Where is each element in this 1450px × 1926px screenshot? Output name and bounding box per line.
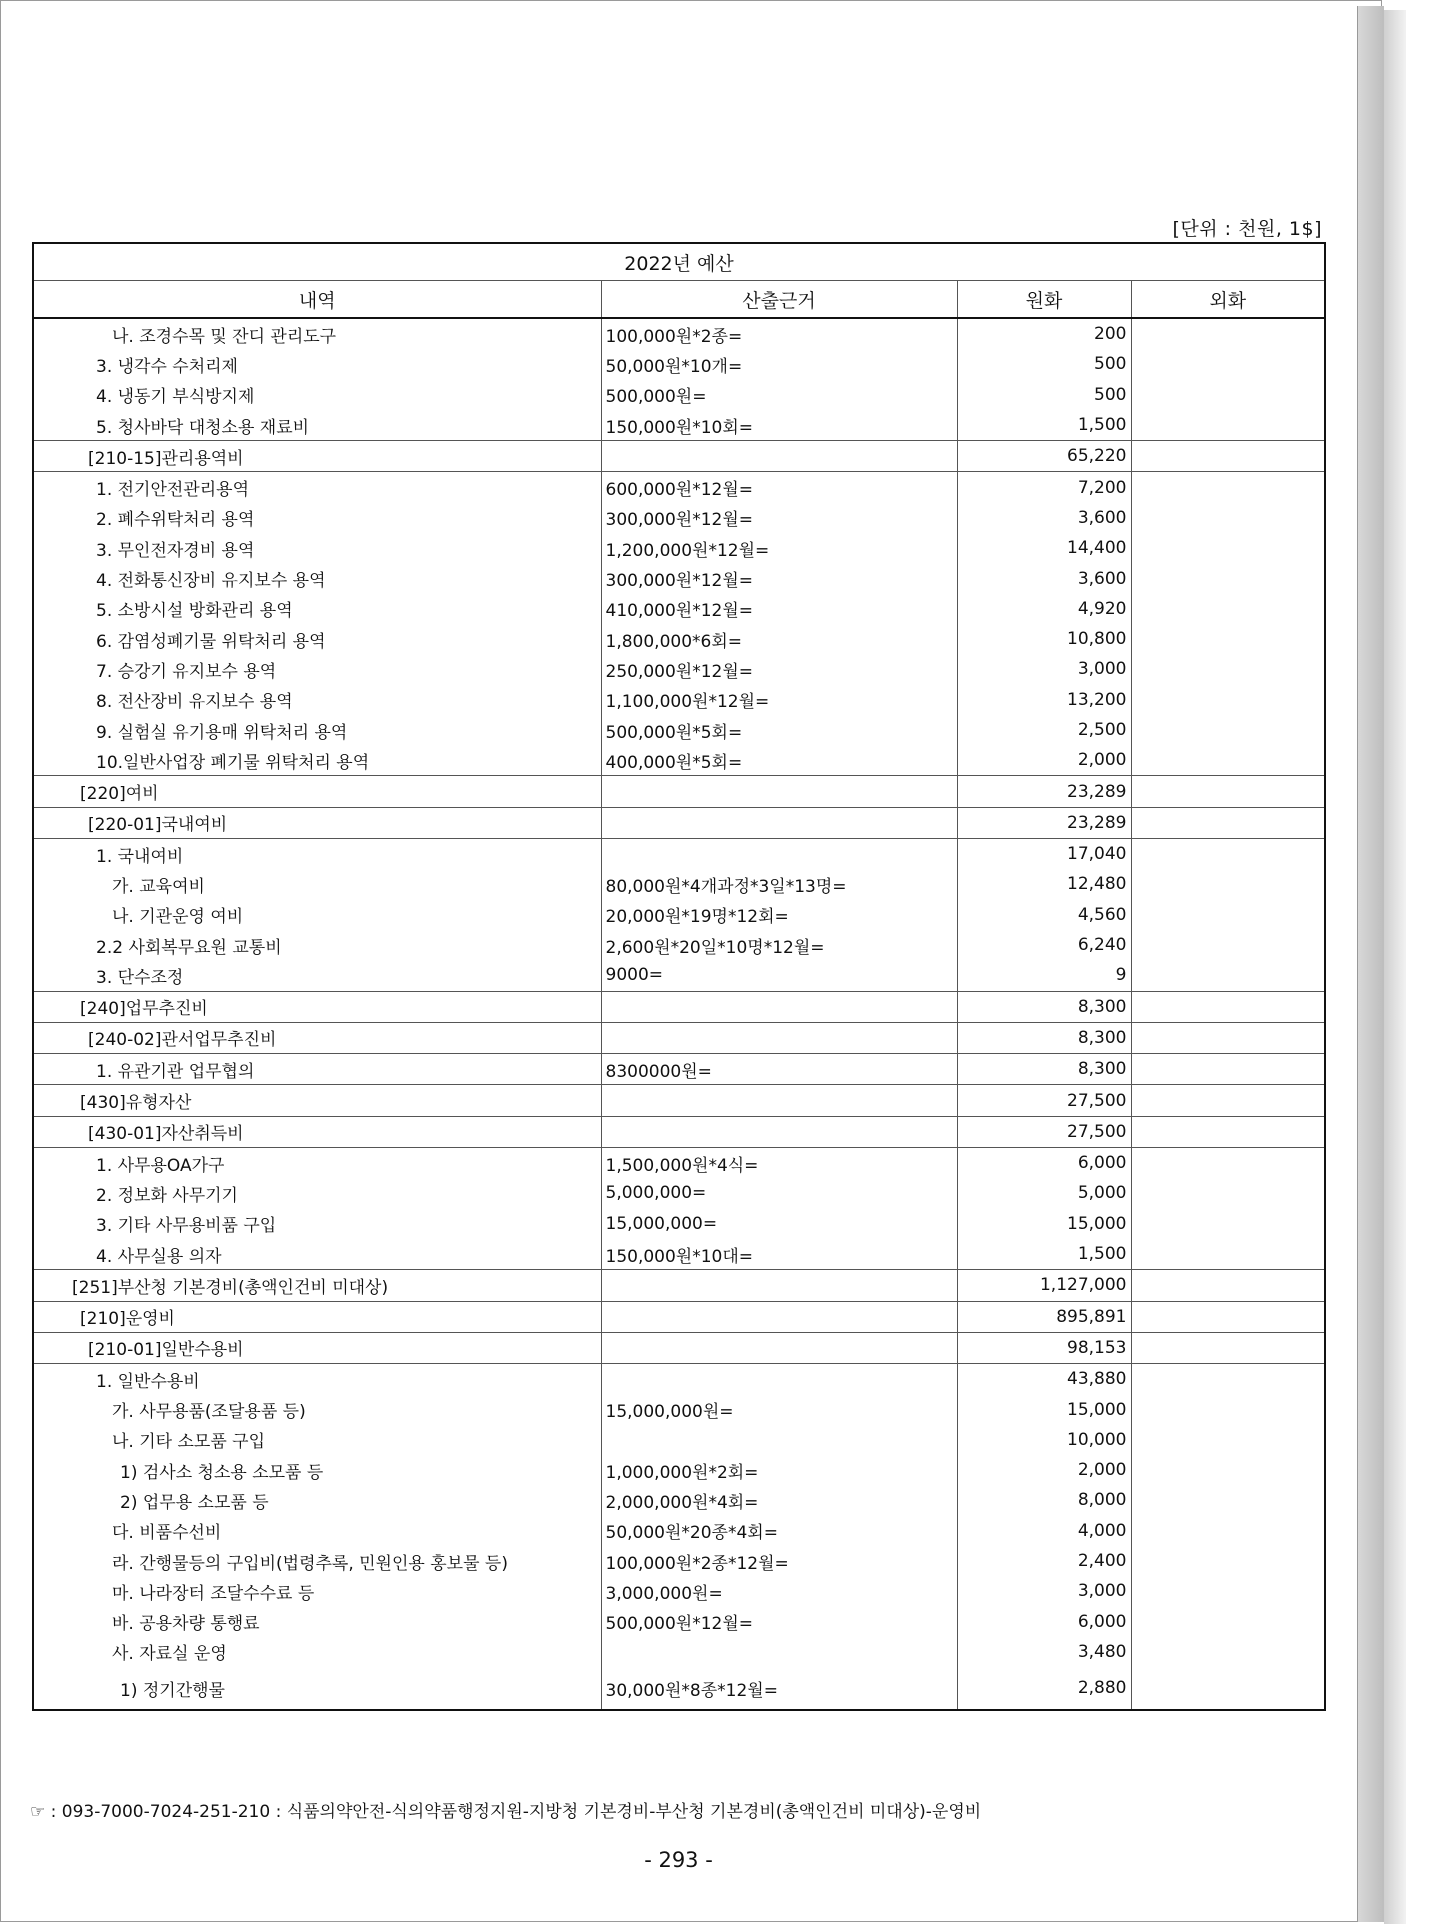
cell-fx (1131, 839, 1325, 870)
table-row (33, 410, 1325, 441)
cell-fx (1131, 960, 1325, 991)
cell-basis: 100,000원*2종= (601, 318, 957, 349)
cell-krw: 500 (957, 380, 1131, 410)
cell-basis (601, 441, 957, 472)
cell-item: 4. 전화통신장비 유지보수 용역 (33, 563, 601, 593)
cell-basis: 500,000원*5회= (601, 715, 957, 745)
cell-fx (1131, 1332, 1325, 1363)
cell-item: 1. 사무용OA가구 (33, 1148, 601, 1179)
table-row (33, 594, 1325, 624)
cell-krw: 17,040 (957, 839, 1131, 870)
table-row (33, 1606, 1325, 1636)
table-row (33, 685, 1325, 715)
table-row (33, 1054, 1325, 1085)
cell-fx (1131, 1178, 1325, 1208)
table-row (33, 745, 1325, 776)
cell-basis (601, 1364, 957, 1395)
cell-item: 4. 사무실용 의자 (33, 1239, 601, 1270)
cell-krw: 8,300 (957, 1022, 1131, 1053)
cell-basis: 30,000원*8종*12월= (601, 1667, 957, 1710)
cell-fx (1131, 776, 1325, 807)
cell-item: [210]운영비 (33, 1301, 601, 1332)
cell-fx (1131, 869, 1325, 899)
cell-item: 3. 기타 사무용비품 구입 (33, 1209, 601, 1239)
cell-fx (1131, 441, 1325, 472)
cell-item: [240]업무추진비 (33, 991, 601, 1022)
cell-krw: 2,400 (957, 1546, 1131, 1576)
cell-fx (1131, 654, 1325, 684)
cell-basis: 500,000원*12월= (601, 1606, 957, 1636)
cell-krw: 3,480 (957, 1637, 1131, 1667)
cell-krw: 3,600 (957, 563, 1131, 593)
cell-fx (1131, 1637, 1325, 1667)
cell-item: 1) 정기간행물 (33, 1667, 601, 1710)
cell-fx (1131, 410, 1325, 441)
table-row (33, 1425, 1325, 1455)
cell-item: [430]유형자산 (33, 1085, 601, 1116)
table-row (33, 1485, 1325, 1515)
cell-krw: 10,000 (957, 1425, 1131, 1455)
cell-krw: 15,000 (957, 1394, 1131, 1424)
cell-fx (1131, 745, 1325, 776)
cell-item: 2. 정보화 사무기기 (33, 1178, 601, 1208)
cell-basis: 1,100,000원*12월= (601, 685, 957, 715)
table-row (33, 1667, 1325, 1710)
cell-basis: 1,800,000*6회= (601, 624, 957, 654)
cell-basis (601, 991, 957, 1022)
cell-item: 3. 무인전자경비 용역 (33, 533, 601, 563)
cell-item: 7. 승강기 유지보수 용역 (33, 654, 601, 684)
cell-basis: 150,000원*10회= (601, 410, 957, 441)
table-row (33, 503, 1325, 533)
table-row (33, 533, 1325, 563)
cell-fx (1131, 594, 1325, 624)
cell-basis: 20,000원*19명*12회= (601, 900, 957, 930)
page-shadow (1384, 10, 1406, 1924)
cell-krw: 23,289 (957, 776, 1131, 807)
header-fx: 외화 (1131, 281, 1325, 319)
cell-basis: 2,000,000원*4회= (601, 1485, 957, 1515)
cell-item: [430-01]자산취득비 (33, 1116, 601, 1147)
cell-basis: 15,000,000= (601, 1209, 957, 1239)
table-row (33, 1270, 1325, 1301)
footnote: ☞ : 093-7000-7024-251-210 : 식품의약안전-식의약품행정지원-지방청 기본경비-부산청 기본경비(총액인건비 미대상)-운영비 (30, 1802, 982, 1822)
cell-basis (601, 1332, 957, 1363)
cell-item: 가. 사무용품(조달용품 등) (33, 1394, 601, 1424)
cell-fx (1131, 503, 1325, 533)
cell-fx (1131, 900, 1325, 930)
cell-basis (601, 1022, 957, 1053)
cell-krw: 4,000 (957, 1516, 1131, 1546)
cell-fx (1131, 1085, 1325, 1116)
table-row (33, 563, 1325, 593)
cell-basis (601, 1085, 957, 1116)
cell-fx (1131, 1546, 1325, 1576)
cell-basis: 1,000,000원*2회= (601, 1455, 957, 1485)
cell-item: 2. 폐수위탁처리 용역 (33, 503, 601, 533)
cell-basis: 50,000원*10개= (601, 349, 957, 379)
cell-krw: 3,000 (957, 1576, 1131, 1606)
cell-fx (1131, 685, 1325, 715)
cell-fx (1131, 715, 1325, 745)
cell-krw: 15,000 (957, 1209, 1131, 1239)
table-body (33, 318, 1325, 1710)
table-title: 2022년 예산 (33, 243, 1325, 281)
cell-fx (1131, 1364, 1325, 1395)
table-row (33, 441, 1325, 472)
cell-basis: 300,000원*12월= (601, 503, 957, 533)
header-basis: 산출근거 (601, 281, 957, 319)
cell-basis: 9000= (601, 960, 957, 991)
cell-krw: 8,000 (957, 1485, 1131, 1515)
cell-fx (1131, 991, 1325, 1022)
table-row (33, 991, 1325, 1022)
cell-fx (1131, 1667, 1325, 1710)
cell-basis: 1,200,000원*12월= (601, 533, 957, 563)
cell-basis (601, 1637, 957, 1667)
cell-fx (1131, 1576, 1325, 1606)
cell-basis (601, 776, 957, 807)
cell-krw: 27,500 (957, 1085, 1131, 1116)
cell-item: 나. 조경수목 및 잔디 관리도구 (33, 318, 601, 349)
table-row (33, 1576, 1325, 1606)
cell-basis: 600,000원*12월= (601, 472, 957, 503)
table-row (33, 1301, 1325, 1332)
table-row (33, 715, 1325, 745)
cell-item: 4. 냉동기 부식방지제 (33, 380, 601, 410)
table-row (33, 930, 1325, 960)
cell-item: [251]부산청 기본경비(총액인건비 미대상) (33, 1270, 601, 1301)
table-row (33, 1364, 1325, 1395)
cell-basis (601, 1425, 957, 1455)
cell-basis: 100,000원*2종*12월= (601, 1546, 957, 1576)
cell-basis (601, 1116, 957, 1147)
cell-krw: 27,500 (957, 1116, 1131, 1147)
cell-fx (1131, 1116, 1325, 1147)
cell-krw: 4,920 (957, 594, 1131, 624)
cell-fx (1131, 1209, 1325, 1239)
cell-krw: 98,153 (957, 1332, 1131, 1363)
cell-fx (1131, 1516, 1325, 1546)
header-item: 내역 (33, 281, 601, 319)
cell-krw: 23,289 (957, 807, 1131, 838)
cell-basis: 500,000원= (601, 380, 957, 410)
cell-item: 1. 일반수용비 (33, 1364, 601, 1395)
cell-fx (1131, 1485, 1325, 1515)
cell-item: 나. 기타 소모품 구입 (33, 1425, 601, 1455)
unit-note: [단위 : 천원, 1$] (1172, 218, 1322, 240)
cell-krw: 1,127,000 (957, 1270, 1131, 1301)
cell-item: 10.일반사업장 폐기물 위탁처리 용역 (33, 745, 601, 776)
cell-basis: 5,000,000= (601, 1178, 957, 1208)
cell-item: 3. 단수조정 (33, 960, 601, 991)
cell-basis: 150,000원*10대= (601, 1239, 957, 1270)
cell-krw: 12,480 (957, 869, 1131, 899)
cell-krw: 2,000 (957, 745, 1131, 776)
cell-item: [210-15]관리용역비 (33, 441, 601, 472)
cell-fx (1131, 1394, 1325, 1424)
cell-fx (1131, 472, 1325, 503)
cell-basis: 410,000원*12월= (601, 594, 957, 624)
cell-basis: 250,000원*12월= (601, 654, 957, 684)
cell-krw: 2,500 (957, 715, 1131, 745)
cell-item: 8. 전산장비 유지보수 용역 (33, 685, 601, 715)
table-row (33, 807, 1325, 838)
cell-item: 5. 청사바닥 대청소용 재료비 (33, 410, 601, 441)
cell-basis: 3,000,000원= (601, 1576, 957, 1606)
cell-basis: 8300000원= (601, 1054, 957, 1085)
cell-item: 1) 검사소 청소용 소모품 등 (33, 1455, 601, 1485)
cell-krw: 2,000 (957, 1455, 1131, 1485)
cell-krw: 65,220 (957, 441, 1131, 472)
cell-item: 1. 유관기관 업무협의 (33, 1054, 601, 1085)
cell-krw: 10,800 (957, 624, 1131, 654)
cell-krw: 13,200 (957, 685, 1131, 715)
table-row (33, 1546, 1325, 1576)
cell-item: 마. 나라장터 조달수수료 등 (33, 1576, 601, 1606)
table-row (33, 1394, 1325, 1424)
cell-krw: 8,300 (957, 1054, 1131, 1085)
cell-item: 1. 전기안전관리용역 (33, 472, 601, 503)
cell-fx (1131, 807, 1325, 838)
table-row (33, 624, 1325, 654)
table-row (33, 1178, 1325, 1208)
cell-krw: 1,500 (957, 410, 1131, 441)
cell-fx (1131, 1301, 1325, 1332)
cell-fx (1131, 1054, 1325, 1085)
table-row (33, 1209, 1325, 1239)
cell-item: 2.2 사회복무요원 교통비 (33, 930, 601, 960)
table-row (33, 318, 1325, 349)
cell-item: 9. 실험실 유기용매 위탁처리 용역 (33, 715, 601, 745)
cell-fx (1131, 1022, 1325, 1053)
cell-item: 3. 냉각수 수처리제 (33, 349, 601, 379)
cell-item: [220]여비 (33, 776, 601, 807)
cell-krw: 6,240 (957, 930, 1131, 960)
cell-item: 다. 비품수선비 (33, 1516, 601, 1546)
cell-basis (601, 1270, 957, 1301)
page-edge (1357, 6, 1384, 1922)
cell-fx (1131, 380, 1325, 410)
table-row (33, 1516, 1325, 1546)
cell-fx (1131, 1425, 1325, 1455)
cell-item: [220-01]국내여비 (33, 807, 601, 838)
table-row (33, 1022, 1325, 1053)
cell-fx (1131, 1239, 1325, 1270)
table-row (33, 349, 1325, 379)
cell-krw: 3,600 (957, 503, 1131, 533)
cell-basis: 15,000,000원= (601, 1394, 957, 1424)
cell-krw: 5,000 (957, 1178, 1131, 1208)
cell-basis: 1,500,000원*4식= (601, 1148, 957, 1179)
table-row (33, 839, 1325, 870)
cell-krw: 9 (957, 960, 1131, 991)
table-row (33, 1239, 1325, 1270)
cell-basis (601, 1301, 957, 1332)
cell-fx (1131, 624, 1325, 654)
cell-krw: 43,880 (957, 1364, 1131, 1395)
cell-fx (1131, 1606, 1325, 1636)
cell-item: [240-02]관서업무추진비 (33, 1022, 601, 1053)
cell-basis: 400,000원*5회= (601, 745, 957, 776)
cell-fx (1131, 318, 1325, 349)
table-row (33, 1085, 1325, 1116)
cell-item: 2) 업무용 소모품 등 (33, 1485, 601, 1515)
cell-fx (1131, 349, 1325, 379)
budget-table (32, 242, 1326, 1711)
cell-krw: 2,880 (957, 1667, 1131, 1710)
cell-fx (1131, 533, 1325, 563)
cell-basis: 80,000원*4개과정*3일*13명= (601, 869, 957, 899)
cell-fx (1131, 1270, 1325, 1301)
cell-fx (1131, 1148, 1325, 1179)
cell-krw: 14,400 (957, 533, 1131, 563)
table-row (33, 869, 1325, 899)
cell-item: 가. 교육여비 (33, 869, 601, 899)
cell-krw: 6,000 (957, 1606, 1131, 1636)
cell-krw: 200 (957, 318, 1131, 349)
page-number: - 293 - (644, 1848, 713, 1872)
cell-item: 라. 간행물등의 구입비(법령추록, 민원인용 홍보물 등) (33, 1546, 601, 1576)
table-row (33, 1116, 1325, 1147)
cell-item: 바. 공용차량 통행료 (33, 1606, 601, 1636)
table-row (33, 960, 1325, 991)
cell-krw: 6,000 (957, 1148, 1131, 1179)
cell-fx (1131, 930, 1325, 960)
cell-item: 나. 기관운영 여비 (33, 900, 601, 930)
table-row (33, 1637, 1325, 1667)
cell-basis: 2,600원*20일*10명*12월= (601, 930, 957, 960)
table-row (33, 1148, 1325, 1179)
table-row (33, 776, 1325, 807)
cell-krw: 4,560 (957, 900, 1131, 930)
cell-item: 사. 자료실 운영 (33, 1637, 601, 1667)
cell-item: 1. 국내여비 (33, 839, 601, 870)
table-row (33, 1332, 1325, 1363)
cell-krw: 7,200 (957, 472, 1131, 503)
table-row (33, 654, 1325, 684)
cell-basis: 50,000원*20종*4회= (601, 1516, 957, 1546)
cell-krw: 3,000 (957, 654, 1131, 684)
cell-krw: 1,500 (957, 1239, 1131, 1270)
cell-fx (1131, 1455, 1325, 1485)
cell-item: 6. 감염성폐기물 위탁처리 용역 (33, 624, 601, 654)
cell-basis (601, 807, 957, 838)
cell-fx (1131, 563, 1325, 593)
table-row (33, 900, 1325, 930)
table-row (33, 472, 1325, 503)
table-row (33, 1455, 1325, 1485)
cell-basis: 300,000원*12월= (601, 563, 957, 593)
cell-basis (601, 839, 957, 870)
cell-item: [210-01]일반수용비 (33, 1332, 601, 1363)
table-row (33, 380, 1325, 410)
cell-krw: 8,300 (957, 991, 1131, 1022)
cell-item: 5. 소방시설 방화관리 용역 (33, 594, 601, 624)
cell-krw: 500 (957, 349, 1131, 379)
cell-krw: 895,891 (957, 1301, 1131, 1332)
header-krw: 원화 (957, 281, 1131, 319)
